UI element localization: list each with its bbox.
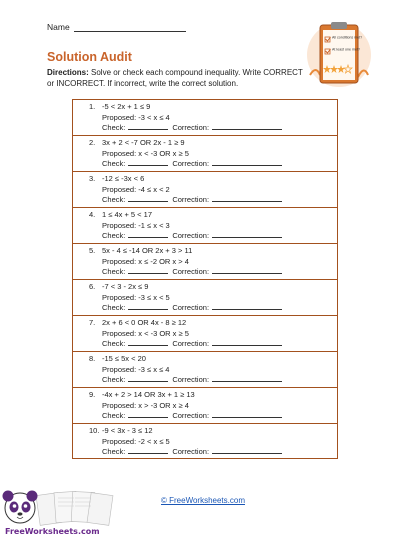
correction-label: Correction:: [172, 195, 210, 204]
proposed-solution: -3 ≤ x ≤ 4: [138, 364, 170, 374]
problem-number: 5.: [89, 246, 96, 255]
proposed-solution: -1 ≤ x < 3: [138, 220, 170, 230]
answer-line: [89, 339, 337, 350]
correction-blank[interactable]: [212, 123, 282, 130]
name-blank-line: [74, 24, 186, 32]
correction-blank[interactable]: [212, 303, 282, 310]
problem-number: 6.: [89, 282, 96, 291]
proposed-label: Proposed:: [102, 364, 137, 374]
answer-line: [89, 411, 337, 422]
proposed-solution: -4 ≤ x < 2: [138, 184, 170, 194]
proposed-line: [89, 221, 337, 232]
answer-line: [89, 231, 337, 242]
proposed-label: Proposed:: [102, 148, 137, 158]
problem-inequality: 3x + 2 < -7 OR 2x - 1 ≥ 9: [102, 138, 185, 147]
problem-row: [73, 136, 337, 172]
correction-blank[interactable]: [212, 447, 282, 454]
footer-link[interactable]: © FreeWorksheets.com: [161, 496, 245, 505]
problem-row: [73, 388, 337, 424]
correction-label: Correction:: [172, 303, 210, 312]
proposed-label: Proposed:: [102, 436, 137, 446]
check-label: Check:: [102, 447, 126, 456]
problem-number: 2.: [89, 138, 96, 147]
proposed-label: Proposed:: [102, 328, 137, 338]
problem-row: [73, 352, 337, 388]
proposed-label: Proposed:: [102, 292, 137, 302]
proposed-line: [89, 293, 337, 304]
answer-line: [89, 195, 337, 206]
proposed-line: [89, 113, 337, 124]
problem-row: [73, 172, 337, 208]
correction-label: Correction:: [172, 231, 210, 240]
problem-inequality: -9 < 3x - 3 ≤ 12: [102, 426, 153, 435]
problem-number: 1.: [89, 102, 96, 111]
check-blank[interactable]: [128, 267, 168, 274]
answer-line: [89, 375, 337, 386]
problem-statement: [89, 174, 337, 185]
problem-number: 7.: [89, 318, 96, 327]
check-label: Check:: [102, 267, 126, 276]
problem-statement: [89, 138, 337, 149]
problem-inequality: 5x - 4 ≤ -14 OR 2x + 3 > 11: [102, 246, 193, 255]
directions-label: Directions:: [47, 68, 89, 77]
check-blank[interactable]: [128, 231, 168, 238]
answer-line: [89, 303, 337, 314]
correction-label: Correction:: [172, 267, 210, 276]
proposed-label: Proposed:: [102, 184, 137, 194]
directions: [47, 67, 309, 89]
problem-number: 10.: [89, 426, 100, 435]
check-blank[interactable]: [128, 195, 168, 202]
problem-statement: [89, 282, 337, 293]
proposed-solution: x > -3 OR x ≥ 4: [138, 400, 189, 410]
problem-inequality: 1 ≤ 4x + 5 < 17: [102, 210, 152, 219]
proposed-line: [89, 257, 337, 268]
check-blank[interactable]: [128, 411, 168, 418]
panda-icon: [3, 491, 38, 524]
check-label: Check:: [102, 339, 126, 348]
name-field: [47, 22, 186, 32]
correction-blank[interactable]: [212, 375, 282, 382]
problem-number: 8.: [89, 354, 96, 363]
problem-inequality: -12 ≤ -3x < 6: [102, 174, 145, 183]
proposed-line: [89, 329, 337, 340]
correction-blank[interactable]: [212, 339, 282, 346]
problem-inequality: 2x + 6 < 0 OR 4x - 8 ≥ 12: [102, 318, 187, 327]
answer-line: [89, 159, 337, 170]
problem-row: [73, 316, 337, 352]
proposed-label: Proposed:: [102, 220, 137, 230]
problem-statement: [89, 426, 337, 437]
problem-row: [73, 208, 337, 244]
problem-row: [73, 100, 337, 136]
proposed-line: [89, 149, 337, 160]
check-blank[interactable]: [128, 447, 168, 454]
correction-blank[interactable]: [212, 231, 282, 238]
check-blank[interactable]: [128, 159, 168, 166]
correction-label: Correction:: [172, 375, 210, 384]
correction-blank[interactable]: [212, 411, 282, 418]
problem-statement: [89, 318, 337, 329]
check-blank[interactable]: [128, 339, 168, 346]
problem-inequality: -7 < 3 - 2x ≤ 9: [102, 282, 149, 291]
proposed-label: Proposed:: [102, 256, 137, 266]
problem-row: [73, 424, 337, 460]
check-label: Check:: [102, 375, 126, 384]
problem-number: 3.: [89, 174, 96, 183]
problem-inequality: -5 < 2x + 1 ≤ 9: [102, 102, 151, 111]
problem-statement: [89, 246, 337, 257]
check-blank[interactable]: [128, 123, 168, 130]
worksheet-title: Solution Audit: [47, 50, 132, 64]
check-blank[interactable]: [128, 375, 168, 382]
problem-statement: [89, 102, 337, 113]
problem-statement: [89, 390, 337, 401]
check-label: Check:: [102, 159, 126, 168]
directions-text: Solve or check each compound inequality. Write CORRECT or INCORRECT. If incorrect, write the correct solution.: [47, 68, 303, 88]
check-label: Check:: [102, 303, 126, 312]
proposed-label: Proposed:: [102, 400, 137, 410]
proposed-line: [89, 437, 337, 448]
correction-blank[interactable]: [212, 267, 282, 274]
clipboard-checklist-icon: [306, 15, 372, 95]
proposed-line: [89, 365, 337, 376]
correction-label: Correction:: [172, 447, 210, 456]
name-label: Name: [47, 22, 70, 32]
correction-label: Correction:: [172, 339, 210, 348]
answer-line: [89, 267, 337, 278]
problem-number: 9.: [89, 390, 96, 399]
correction-blank[interactable]: [212, 195, 282, 202]
correction-label: Correction:: [172, 123, 210, 132]
check-label: Check:: [102, 195, 126, 204]
check-blank[interactable]: [128, 303, 168, 310]
worksheet-stack-icon: [36, 491, 113, 525]
problem-statement: [89, 354, 337, 365]
proposed-solution: -3 < x ≤ 4: [138, 112, 170, 122]
answer-line: [89, 123, 337, 134]
logo-text: FreeWorksheets.com: [5, 527, 100, 536]
proposed-solution: x ≤ -2 OR x > 4: [138, 256, 189, 266]
correction-label: Correction:: [172, 159, 210, 168]
problem-row: [73, 280, 337, 316]
problem-number: 4.: [89, 210, 96, 219]
clipboard-item-2: At least one met?: [332, 47, 360, 52]
check-label: Check:: [102, 231, 126, 240]
proposed-line: [89, 401, 337, 412]
problem-statement: [89, 210, 337, 221]
proposed-line: [89, 185, 337, 196]
proposed-solution: x < -3 OR x ≥ 5: [138, 148, 189, 158]
problems-table: [72, 99, 338, 459]
proposed-solution: -3 ≤ x < 5: [138, 292, 170, 302]
problem-inequality: -15 ≤ 5x < 20: [102, 354, 146, 363]
proposed-solution: -2 < x ≤ 5: [138, 436, 170, 446]
correction-label: Correction:: [172, 411, 210, 420]
problem-inequality: -4x + 2 > 14 OR 3x + 1 ≥ 13: [102, 390, 195, 399]
answer-line: [89, 447, 337, 458]
proposed-solution: x < -3 OR x ≥ 5: [138, 328, 189, 338]
proposed-label: Proposed:: [102, 112, 137, 122]
check-label: Check:: [102, 411, 126, 420]
problem-row: [73, 244, 337, 280]
correction-blank[interactable]: [212, 159, 282, 166]
check-label: Check:: [102, 123, 126, 132]
clipboard-item-1: All conditions met?: [332, 35, 363, 40]
